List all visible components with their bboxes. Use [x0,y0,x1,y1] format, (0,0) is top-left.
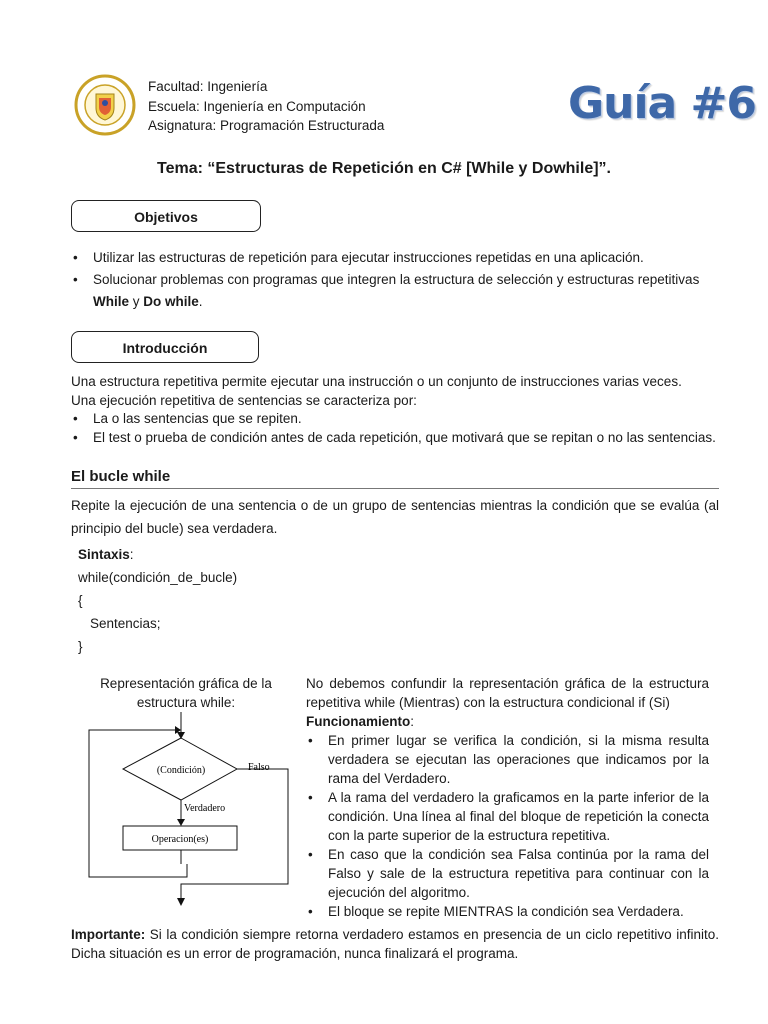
importante-label: Importante: [71,927,146,942]
funcionamiento-item: • En primer lugar se verifica la condición, si la misma resulta verdadera se ejecutan las operaciones que indicamos por la rama del Verdadero. [306,731,709,788]
faculty-text: Facultad: Ingeniería [148,79,268,94]
connector-text: y [129,294,144,309]
bucle-while-description: Repite la ejecución de una sentencia o de un grupo de sentencias mientras la condición que se evalúa (al principio del bucle) sea verdadera. [71,498,719,536]
objetivo-item [71,269,717,313]
arrowhead [177,732,185,739]
code-line: { [78,593,83,608]
syntax-block [78,543,237,658]
while-flowchart [80,712,300,912]
intro-list-item: • El test o prueba de condición antes de cada repetición, que motivará que se repitan o no las sentencias. [71,429,719,448]
do-while-keyword: Do while [143,294,199,309]
introduccion-heading: Introducción [122,340,208,356]
bucle-while-heading: El bucle while [71,468,171,485]
code-line: Sentencias; [90,616,161,631]
funcionamiento-label: Funcionamiento [306,714,411,729]
funcionamiento-intro: No debemos confundir la representación gráfica de la estructura repetitiva while (Mientras) con la estructura condicional if (Si) [306,676,709,710]
introduccion-body [71,373,719,447]
intro-paragraph: Una ejecución repetitiva de sentencias se caracteriza por: [71,392,417,408]
true-label: Verdadero [184,803,226,814]
syntax-label-line [78,543,237,566]
arrowhead [177,898,185,906]
intro-list [71,410,719,447]
school-text: Escuela: Ingeniería en Computación [148,98,366,114]
funcionamiento-label-line [306,712,709,731]
syntax-colon: : [129,547,134,562]
funcionamiento-section [306,674,709,921]
heading-divider [71,488,719,489]
intro-paragraph: Una estructura repetitiva permite ejecutar una instrucción o un conjunto de instrucciones varias veces. [71,374,682,389]
objetivo-item [71,247,717,269]
objetivos-heading-box [71,200,261,232]
code-line: } [78,639,83,654]
topic-title: Tema: “Estructuras de Repetición en C# [While y Dowhile]”. [156,160,611,177]
subject-text: Asignatura: Programación Estructurada [148,118,385,133]
importante-note [71,925,719,963]
arrowhead [177,819,185,826]
code-line: while(condición_de_bucle) [78,570,238,585]
funcionamiento-item: • A la rama del verdadero la graficamos en la parte inferior de la condición. Una línea al final del bloque de repetición la conecta con la parte superior de la estructura repetitiva. [306,788,709,845]
condition-label: (Condición) [156,765,206,776]
objetivos-heading: Objetivos [134,209,198,225]
diagram-caption: Representación gráfica de la estructura while: [100,676,272,710]
funcionamiento-list [306,731,709,921]
introduccion-heading-box [71,331,259,363]
importante-text: Si la condición siempre retorna verdadero estamos en presencia de un ciclo repetitivo infinito. Dicha situación es un error de programación, nunca finalizará el programa. [71,927,719,961]
while-keyword: While [93,294,129,309]
period-text: . [198,294,203,309]
objetivos-list [71,247,717,313]
funcionamiento-colon: : [410,714,415,729]
funcionamiento-item: • En caso que la condición sea Falsa continúa por la rama del Falso y sale de la estructura repetitiva para continuar con la ejecución del algoritmo. [306,845,709,902]
intro-list-item: • La o las sentencias que se repiten. [71,410,719,429]
university-logo [74,72,136,138]
false-label: Falso [248,762,270,773]
operation-label: Operacion(es) [151,834,209,845]
objetivo-text: Solucionar problemas con programas que integren la estructura de selección y estructuras repetitivas [93,272,700,287]
objetivo-text: Utilizar las estructuras de repetición para ejecutar instrucciones repetidas en una aplicación. [93,250,644,265]
syntax-label: Sintaxis [78,547,130,562]
guide-number-title: Guía #6 [568,78,757,129]
header-info [148,77,384,136]
funcionamiento-item: • El bloque se repite MIENTRAS la condición sea Verdadera. [306,902,709,921]
